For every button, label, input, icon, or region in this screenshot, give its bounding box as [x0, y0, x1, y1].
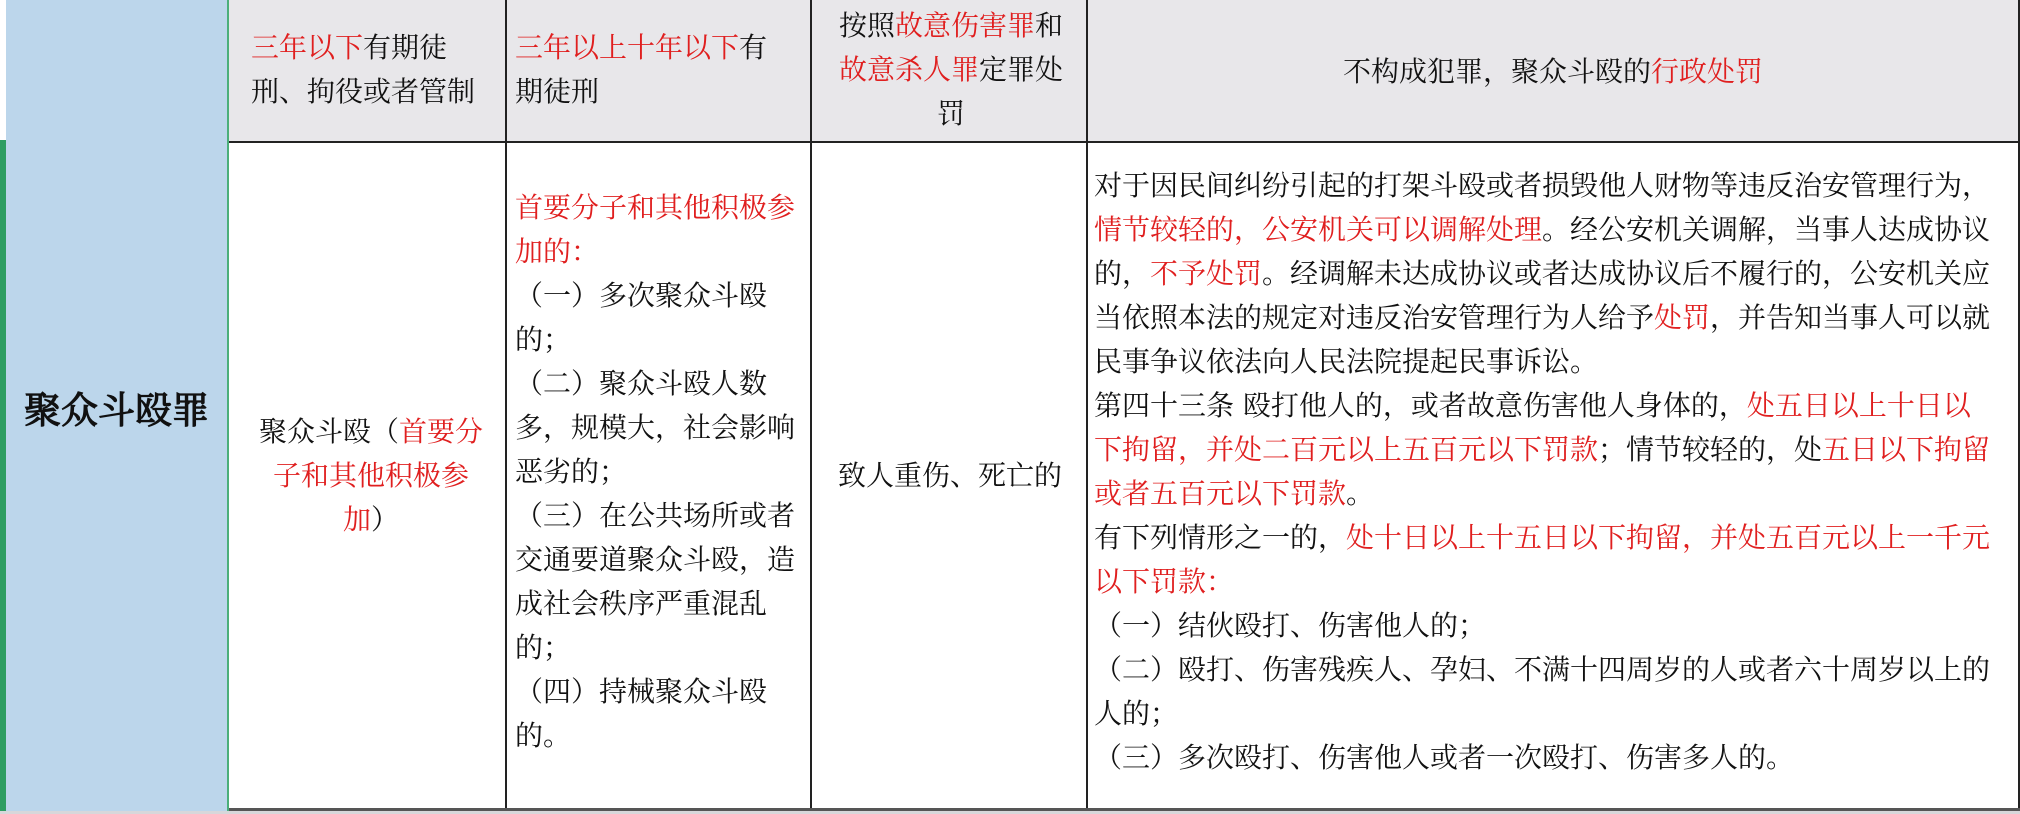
header-text: 三年以上十年以下有期徒刑 — [515, 31, 768, 108]
header-cell — [812, 0, 1086, 143]
list-item: （二）聚众斗殴人数多，规模大，社会影响恶劣的； — [515, 367, 796, 488]
paragraph-aggravated: 有下列情形之一的，处十日以上十五日以下拘留，并处五百元以上一千元以下罚款： — [1094, 521, 1991, 598]
header-cell — [1088, 0, 2018, 143]
column-homicide-injury — [812, 0, 1088, 814]
header-cell — [229, 0, 505, 143]
column-under-3-years — [229, 0, 507, 814]
header-text: 三年以下有期徒刑、拘役或者管制 — [251, 31, 476, 108]
list-item: （一）结伙殴打、伤害他人的； — [1094, 609, 1487, 642]
crime-column — [6, 0, 229, 814]
paragraph-mediation: 对于因民间纠纷引起的打架斗殴或者损毁他人财物等违反治安管理行为，情节较轻的，公安机关可以调解处理。经公安机关调解，当事人达成协议的，不予处罚。经调解未达成协议或者达成协议后不履行的，公安机关应当依照本法的规定对违反治安管理行为人给予处罚，并告知当事人可以就民事争议依法向人民法院提起民事诉讼。 — [1094, 169, 1991, 378]
list-item: （三）在公共场所或者交通要道聚众斗殴，造成社会秩序严重混乱的； — [515, 499, 796, 664]
paragraph-article-43: 第四十三条 殴打他人的，或者故意伤害他人身体的，处五日以上十日以下拘留，并处二百元以上五百元以下罚款；情节较轻的，处五日以下拘留或者五百元以下罚款。 — [1094, 389, 1991, 510]
body-cell: 聚众斗殴（首要分子和其他积极参加） — [258, 415, 484, 536]
header-cell — [507, 0, 810, 143]
sentence-grid — [229, 0, 2020, 814]
list-item: （一）多次聚众斗殴的； — [515, 279, 768, 356]
crime-name: 聚众斗殴罪 — [24, 389, 209, 432]
body-cell — [515, 186, 795, 758]
list-item: （四）持械聚众斗殴的。 — [515, 675, 768, 752]
body-cell — [1094, 164, 1994, 780]
header-text: 不构成犯罪，聚众斗殴的行政处罚 — [1342, 55, 1764, 88]
header-text: 按照故意伤害罪和故意杀人罪定罪处罚 — [838, 9, 1064, 130]
ringleader-intro: 首要分子和其他积极参加的： — [515, 191, 796, 268]
list-item: （二）殴打、伤害残疾人、孕妇、不满十四周岁的人或者六十周岁以上的人的； — [1094, 653, 1991, 730]
body-cell: 致人重伤、死亡的 — [837, 459, 1062, 492]
column-3-to-10-years — [507, 0, 812, 814]
column-administrative-penalty — [1088, 0, 2020, 814]
list-item: （三）多次殴打、伤害他人或者一次殴打、伤害多人的。 — [1094, 741, 1795, 774]
